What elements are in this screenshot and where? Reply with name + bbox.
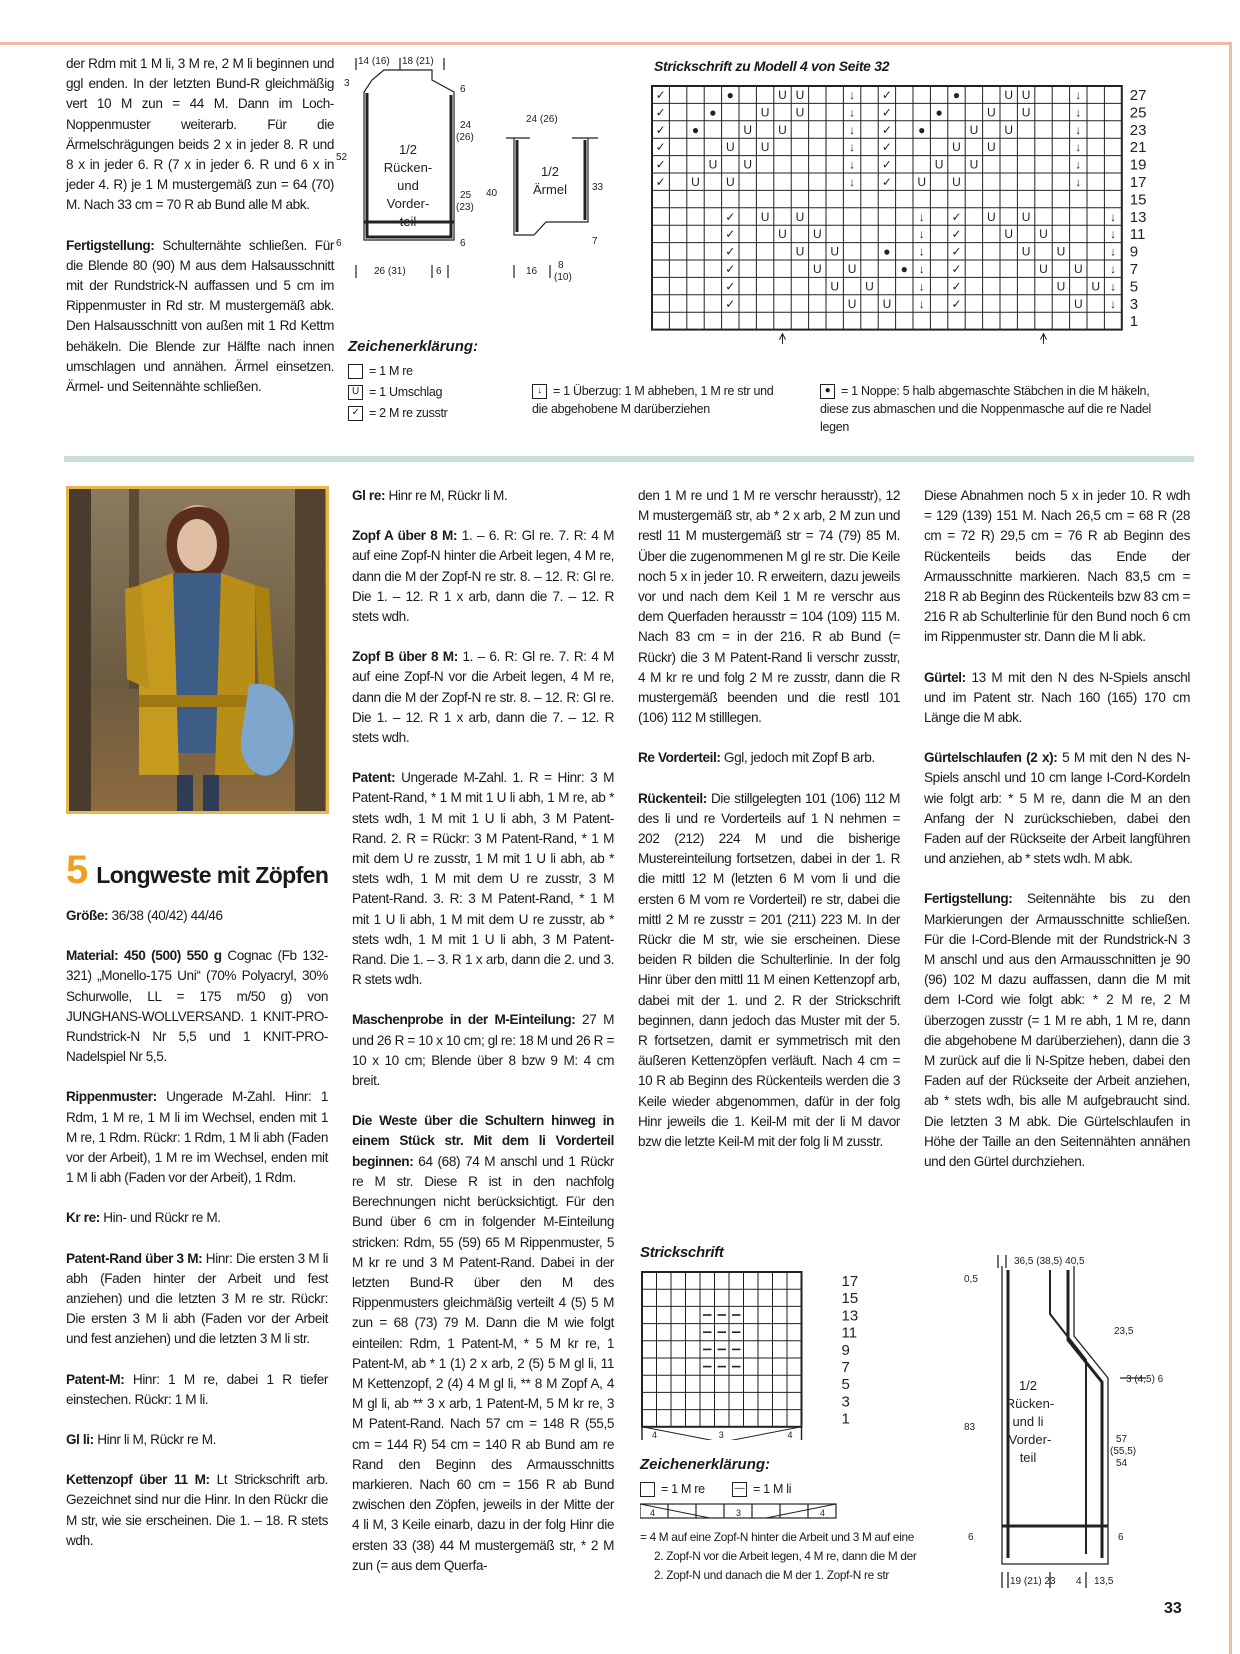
cable-line-1: = 4 M auf eine Zopf-N hinter die Arbeit und 3 M auf eine: [640, 1530, 915, 1544]
finishing-paragraph: [66, 236, 334, 398]
chart1-symbol: U: [778, 122, 787, 137]
chart1-row-number: 19: [1129, 156, 1147, 174]
legend-yarnover: U = 1 Umschlag: [348, 383, 528, 401]
schematic-body-sleeve: [336, 50, 636, 295]
chart1-row-number: 7: [1129, 261, 1139, 278]
chart1-row-number: 23: [1129, 121, 1147, 139]
top-text-column: [66, 54, 334, 417]
right-front-paragraph: Re Vorderteil: Ggl, jedoch mit Zopf B arb.: [638, 750, 875, 766]
chart1-symbol: U: [795, 244, 805, 259]
chart1-symbol: U: [725, 175, 735, 189]
chart1-symbol: U: [778, 227, 787, 242]
pattern-number: 5: [66, 848, 89, 892]
chart1-symbol: U: [760, 105, 770, 120]
instruction-paragraph: der Rdm mit 1 M li, 3 M re, 2 M li beginnen und ggl enden. In der letzten Bund-R gleichmäßig vert 10 M zun = 44 M. Dann im Loch-Noppenmuster weiterarb. Für die Ärmelschrägungen beids 2 x in jeder 8. R und 8 x in jeder 6. R (7 x in jeder 6. R und 6 x in jeder 4. R) je 1 M mustergemäß zun = 64 (70) M. Nach 33 cm = 70 R ab Bund alle M abk.: [66, 56, 334, 213]
chart1-symbol: ●: [691, 122, 700, 137]
chart1-symbol: ↓: [1110, 209, 1117, 224]
chart1-symbol: U: [778, 88, 787, 102]
chart1-symbol: U: [795, 209, 805, 224]
chart1-symbol: U: [795, 88, 805, 102]
chart1-symbol: ↓: [849, 88, 856, 102]
chart1-symbol: U: [1056, 279, 1066, 294]
chart1-symbol: ✓: [881, 175, 892, 189]
material-paragraph: Material: 450 (500) 550 g Cognac (Fb 132-321) „Monello-175 Uni“ (70% Polyacryl, 30% Schurwolle, LL = 175 m/50 g) von JUNGHANS-WOLLVERSAND. 1 KNIT-PRO-Rundstrick-N Nr 5,5 und 1 KNIT-PRO-Nadelspiel Nr 5,5.: [66, 948, 328, 1065]
dim-bottom-a: 26 (31): [374, 266, 406, 277]
chart1-row-number: 21: [1129, 139, 1147, 157]
dim-mid1: 24: [460, 120, 472, 131]
chart1-symbol: ↓: [918, 262, 925, 276]
chart1-symbol: U: [865, 279, 874, 294]
chart1-symbol: U: [1091, 279, 1101, 294]
continued-paragraph: den 1 M re und 1 M re verschr herausstr), 12 M mustergemäß str, ab * 2 x arb, 2 M zun und restl 11 M mustergemäß str = 74 (79) 85 M. Über die zugenommenen M gl re str. Die Keile noch 5 x in jeder 10. R erweitern, dazu jeweils vor und nach dem Keil 1 M re verschr aus dem Querfaden herausstr = 104 (109) 115 M. Nach 83 cm = in der 216. R ab Bund (= Rückr) die 3 M Patent-Rand li verschr zusstr, 4 M kr re und folg 2 M re zusstr, dann die R mustergemäß beenden und die restl 101 (106) 112 M stilllegen.: [638, 488, 900, 726]
chart1-symbol: ↓: [849, 105, 856, 120]
body-label-1: 1/2: [398, 142, 418, 157]
dim-sleeve-bottom: 16: [526, 266, 538, 277]
chart1-row-number: 9: [1129, 243, 1139, 261]
chart1-symbol: U: [1021, 209, 1031, 224]
cable-line-2: 2. Zopf-N vor die Arbeit legen, 4 M re, dann die M der: [654, 1549, 917, 1563]
chart2-row-number: 13: [841, 1307, 859, 1325]
rib-paragraph: Rippenmuster: Ungerade M-Zahl. Hinr: 1 Rdm, 1 M re, 1 M li im Wechsel, enden mit 1 M re, 1 Rdm. Rückr: 1 Rdm, 1 M li abh (Faden vor der Arbeit), 1 M re im Wechsel, enden mit 1 M li abh (Faden vor der Arbeit), 1 Rdm.: [66, 1089, 328, 1186]
chart1-symbol: ✓: [881, 122, 892, 137]
dim-right-2: 3 (4,5) 6: [1126, 1374, 1164, 1385]
dim-top-a: 14 (16): [358, 56, 390, 67]
chain-cable-paragraph: Kettenzopf über 11 M: Lt Strickschrift arb. Gezeichnet sind nur die Hinr. In den Rückr die M str, wie sie erscheinen. Die 1. – 18. R stets wdh.: [66, 1472, 328, 1548]
dim-bottom-b: 6: [436, 266, 442, 277]
chart1-symbol: ✓: [655, 157, 666, 172]
body-label-3: und: [397, 178, 419, 193]
chart1-symbol: ↓: [1110, 244, 1117, 259]
chart1-symbol: U: [969, 157, 979, 172]
dim-height: 52: [336, 152, 348, 163]
patent-edge-paragraph: Patent-Rand über 3 M: Hinr: Die ersten 3 M li abh (Faden hinter der Arbeit und fest anziehen) und die letzten 3 M re str. Rückr: Die ersten 3 M li abh (Faden vor der Arbeit und fest anziehen) und die letzten 3 M li str.: [66, 1250, 328, 1347]
dim-top-small: 0,5: [964, 1274, 978, 1285]
chart1-symbol: ●: [726, 88, 734, 102]
chart1-symbol: U: [882, 296, 892, 311]
cable-symbol: [640, 1500, 840, 1522]
chart1-symbol: U: [952, 175, 961, 189]
decrease-paragraph: Diese Abnahmen noch 5 x in jeder 10. R wdh = 129 (139) 151 M. Nach 26,5 cm = 68 R (28 cm = 72 R) 29,5 cm = 76 R ab Beginn des Rückenteils beids das Ende der Armausschnitte markieren. Nach 83,5 cm = 218 R ab Beginn des Rückenteils bzw 83 cm = 216 R ab Schulterlinie für den Bund noch 6 cm im Rippenmuster str. Dann die M li abk.: [924, 488, 1190, 645]
vest-label-4: Vorder-: [1008, 1432, 1052, 1447]
column-c: [638, 486, 900, 1172]
column-d: [924, 486, 1190, 1192]
yarnover-u-icon: U: [348, 385, 363, 400]
chart1-symbol: U: [795, 105, 805, 120]
chart1-symbol: U: [760, 140, 770, 155]
legend2-items: = 1 M re — = 1 M li: [640, 1480, 920, 1498]
chart1-symbol: U: [986, 140, 996, 155]
chart1-symbol: ●: [900, 262, 908, 276]
body-label-2: Rücken-: [383, 160, 433, 175]
size-paragraph: Größe: 36/38 (40/42) 44/46: [66, 908, 223, 923]
chart1-symbol: ↓: [1075, 140, 1082, 155]
chart1-row-number: 17: [1129, 174, 1147, 191]
chart1-row-number: 5: [1129, 278, 1139, 296]
chart1-symbol: ↓: [1110, 262, 1117, 276]
chart1-symbol: U: [760, 209, 770, 224]
chart1-symbol: U: [743, 157, 753, 172]
legend1-noppe: ● = 1 Noppe: 5 halb abgemaschte Stäbchen in die M häkeln, diese zus abmaschen und die Noppenmasche auf die re Nadel legen: [820, 384, 1152, 434]
bobble-icon: ●: [820, 384, 835, 399]
cable-mark-mid: 3: [736, 1508, 742, 1518]
chart1-symbol: U: [847, 296, 857, 311]
back-paragraph: Rückenteil: Die stillgelegten 101 (106) 112 M des li und re Vorderteils auf 1 N nehmen = 202 (212) 224 M und die bisherige Mustereinteilung fortsetzen, dabei in der 1. R die mittl 12 M (letzten 6 M vom li und die ersten 6 M vom re Vorderteil) re str, dabei die mittl 2 M re zusstr = 201 (211) 223 M. In der Rückr die M str, wie sie erscheinen. Diese beiden R bilden die Schulterlinie. In der folg Hinr über den mittl 11 M einen Kettenzopf arb, dabei mit der 1. und 2. R der Strickschrift beginnen, dann jedoch das Muster mit der 5. R fortsetzen, damit er symmetrisch mit den äußeren Kettenzöpfen verläuft. Nach 4 cm = 10 R ab Beginn des Rückenteils werden die 3 Keile wieder abgenommen, dafür in der folg Hinr jeweils die 1. Keil-M mit der li M davor bzw die letzte Keil-M mit der folg li M zusstr.: [638, 790, 900, 1150]
chart1-symbol: U: [847, 262, 857, 276]
dim-right-top: 6: [460, 84, 466, 95]
chart2-row-number: 9: [841, 1341, 850, 1359]
chart1-symbol: ↓: [1075, 175, 1082, 189]
dim-mid1b: (26): [456, 132, 474, 143]
dim-top-width: 36,5 (38,5) 40,5: [1014, 1256, 1085, 1267]
patent-paragraph: Patent: Ungerade M-Zahl. 1. R = Hinr: 3 M Patent-Rand, * 1 M mit 1 U li abh, 1 M re, ab * stets wdh, 1 M mit 1 U li abh, 3 M Patent-Rand. 2. R = Rückr: 3 M Patent-Rand, * 1 M mit dem U re zusstr, 1 M mit 1 U li abh, ab * stets wdh, 1 M mit dem U re zusstr, 3 M Patent-Rand. 3. R: 3 M Patent-Rand, * 1 M mit 1 U li abh, 1 M mit dem U re zusstr, ab * stets wdh, 1 M mit 1 U li abh, 3 M Patent-Rand. Die 1. – 3. R 1 x arb, dann die 2. und 3. R stets wdh.: [352, 770, 614, 988]
chart1-symbol: ✓: [881, 140, 892, 155]
chart1-symbol: ✓: [951, 227, 962, 242]
vest-label-3: und li: [1012, 1414, 1044, 1429]
chart2-title: Strickschrift: [640, 1244, 724, 1261]
chart1-symbol: ↓: [918, 279, 925, 294]
chart1-symbol: ✓: [725, 262, 736, 276]
k2tog-icon: ✓: [348, 406, 363, 421]
chart1-row-number: 27: [1129, 87, 1147, 104]
dim-bottom-right: 6: [1118, 1532, 1124, 1543]
dim-right-3: 57: [1116, 1434, 1128, 1445]
cable-b-paragraph: Zopf B über 8 M: 1. – 6. R: Gl re. 7. R: 4 M auf eine Zopf-N vor die Arbeit legen, 4 M re, dann die M der Zopf-N re str. 8. – 12. R: Gl re. Die 1. – 12. R 1 x arb, dann die 7. – 12. R stets wdh.: [352, 649, 614, 746]
cable-mark-left: 4: [650, 1508, 656, 1518]
chart1-symbol: U: [1021, 244, 1031, 259]
body-label-5: teil: [399, 214, 417, 229]
page-frame-top: [0, 42, 1232, 45]
dim-sleeve-b2: (10): [554, 272, 572, 283]
chart2-row-number: 7: [841, 1359, 850, 1376]
chart2-cable-mark: 4: [652, 1429, 658, 1440]
cable-mark-right: 4: [820, 1508, 826, 1518]
chart1-symbol: ●: [952, 88, 961, 102]
pattern-name: Longweste mit Zöpfen: [96, 862, 329, 888]
chart1-title: Strickschrift zu Modell 4 von Seite 32: [654, 58, 890, 74]
column-b: [352, 486, 614, 1596]
chart1-symbol: ✓: [655, 105, 666, 120]
chart2-row-number: 5: [841, 1376, 850, 1394]
chart2-row-number: 3: [841, 1393, 850, 1411]
dim-bottom-left: 6: [336, 238, 342, 249]
chart1-symbol: U: [1039, 262, 1048, 276]
chart1-symbol: ✓: [725, 279, 736, 294]
chart1-symbol: U: [830, 279, 840, 294]
chart1-symbol: ✓: [655, 140, 666, 155]
legend2-heading: Zeichenerklärung:: [640, 1456, 771, 1473]
chart1-symbol: U: [1056, 244, 1066, 259]
chart1-symbol: U: [1004, 122, 1014, 137]
chart1-symbol: U: [743, 122, 753, 137]
uberzug-arrow-icon: ↓: [532, 384, 547, 399]
pattern-title: [66, 848, 329, 892]
chart2-cable-mark: 4: [787, 1429, 793, 1440]
dim-right-3b: (55,5): [1110, 1446, 1137, 1457]
chart1-symbol: ↓: [1110, 227, 1117, 242]
dim-left: 83: [964, 1422, 976, 1433]
dim-mid2b: (23): [456, 202, 474, 213]
purl-dash-icon: —: [732, 1482, 747, 1497]
chart1-symbol: ✓: [951, 209, 962, 224]
chart1-symbol: U: [1021, 105, 1031, 120]
finishing-label: Fertigstellung:: [66, 237, 155, 253]
chart2-row-number: 11: [841, 1324, 858, 1342]
legend1-uberzug: ↓ = 1 Überzug: 1 M abheben, 1 M re str und die abgehobene M darüberziehen: [532, 384, 774, 416]
legend-k2tog: ✓ = 2 M re zusstr: [348, 404, 528, 422]
dim-bottom-b: 4: [1076, 1576, 1082, 1587]
legend2-cable-text: [640, 1528, 940, 1585]
chart1-symbol: ↓: [1075, 88, 1082, 102]
chart1-symbol: U: [1073, 262, 1083, 276]
knit-box-icon: [348, 364, 363, 379]
chart1-symbol: U: [969, 122, 979, 137]
chart1-symbol: U: [1004, 227, 1014, 242]
chart1-symbol: ✓: [951, 279, 962, 294]
chart1-symbol: ✓: [951, 296, 962, 311]
model-photo: [66, 486, 329, 814]
chart1-symbol: U: [1039, 227, 1048, 242]
chart1-symbol: U: [952, 140, 961, 155]
chart1-symbol: ↓: [918, 227, 925, 242]
chart1-symbol: ↓: [849, 157, 856, 172]
chart2-cable-mark: 3: [718, 1429, 724, 1440]
legend-knit: = 1 M re: [348, 362, 528, 380]
chart1-symbol: ●: [883, 244, 891, 259]
chart1-symbol: U: [691, 175, 700, 189]
page-frame-right: [1229, 42, 1232, 1654]
chart1-symbol: U: [986, 209, 996, 224]
column-a: [66, 906, 328, 1571]
chart1-symbol: ✓: [725, 227, 736, 242]
chart1-symbol: U: [830, 244, 840, 259]
chart1-symbol: U: [708, 157, 718, 172]
purl-paragraph: Gl li: Hinr li M, Rückr re M.: [66, 1432, 217, 1448]
finishing-text: Schulternähte schließen. Für die Blende 80 (90) M aus dem Halsausschnitt mit der Rundstrick-N auffassen und 5 cm im Rippenmuster in Rd str. M mustergemäß abk. Den Halsausschnitt von außen mit 1 Rd Kettm behäkeln. Die Blende zur Hälfte nach innen umschlagen und annähen. Ärmel einsetzen. Ärmel- und Seitennähte schließen.: [66, 237, 334, 395]
legend1-heading: Zeichenerklärung:: [348, 338, 479, 355]
chart1-symbol: ✓: [725, 296, 736, 311]
page-number: 33: [1164, 1600, 1182, 1617]
chart1-row-number: 25: [1129, 104, 1147, 122]
chart1-symbol: ●: [709, 105, 717, 120]
cable-line-3: 2. Zopf-N und danach die M der 1. Zopf-N re str: [654, 1568, 890, 1582]
chart1-symbol: ✓: [951, 244, 962, 259]
chart1-symbol: ✓: [881, 157, 892, 172]
chart1-symbol: ↓: [849, 175, 856, 189]
model-photo-illustration: [69, 489, 326, 811]
dim-bottom-right: 6: [460, 238, 466, 249]
chart1-symbol: ↓: [918, 296, 925, 311]
chart1-symbol: ↓: [1110, 279, 1117, 294]
dim-sleeve-h: 33: [592, 182, 604, 193]
chart2-row-number: 15: [841, 1290, 859, 1308]
chart2-row-number: 17: [841, 1273, 859, 1290]
sleeve-label-2: Ärmel: [533, 182, 567, 197]
chart1-symbol: ↓: [918, 244, 925, 259]
chart1-row-number: 3: [1129, 295, 1139, 313]
dim-mid2: 25: [460, 190, 472, 201]
dim-sleeve-top: 24 (26): [526, 114, 558, 125]
chart1-symbol: U: [917, 175, 927, 189]
chart1-symbol: U: [1073, 296, 1083, 311]
stockinette-paragraph: Gl re: Hinr re M, Rückr li M.: [352, 488, 508, 503]
dim-mid3: 40: [486, 188, 498, 199]
chart2-row-number: 1: [841, 1410, 850, 1428]
patent-stitch-paragraph: Patent-M: Hinr: 1 M re, dabei 1 R tiefer einstechen. Rückr: 1 M li.: [66, 1371, 328, 1407]
chart1-row-number: 15: [1129, 191, 1147, 209]
legend1-col1: [348, 362, 528, 422]
chart1-symbol: U: [812, 227, 822, 242]
dim-bottom-c: 13,5: [1094, 1576, 1114, 1587]
chart1-symbol: ↓: [918, 209, 925, 224]
chart1-symbol: ✓: [655, 175, 666, 189]
chart1-symbol: U: [986, 105, 996, 120]
chart1-symbol: U: [934, 157, 944, 172]
dim-bottom: 19 (21) 23: [1010, 1576, 1056, 1587]
chart1-symbol: ↓: [849, 122, 856, 137]
dim-sleeve-cuff: 7: [592, 236, 598, 247]
section-divider: [64, 456, 1194, 462]
chart1-row-number: 13: [1129, 208, 1147, 226]
chart1-symbol: U: [1021, 88, 1031, 102]
chart1-symbol: U: [812, 262, 822, 276]
chart1-symbol: ✓: [655, 88, 666, 102]
chart1-row-number: 11: [1129, 226, 1146, 244]
chart1-row-number: 1: [1129, 313, 1139, 331]
chart1-symbol: ●: [918, 122, 926, 137]
chart1-symbol: ●: [935, 105, 943, 120]
chart1-symbol: ✓: [725, 244, 736, 259]
chart1-symbol: ✓: [655, 122, 666, 137]
vest-label-2: Rücken-: [1005, 1396, 1055, 1411]
final-finishing-paragraph: Fertigstellung: Seitennähte bis zu den Markierungen der Armausschnitte schließen. Für die I-Cord-Blende mit der Rundstrick-N 3 M anschl und aus den Armausschnitten je 90 (96) 102 M dazu auffassen, dann die M mit dem I-Cord wie folgt abk: * 2 M re, 2 M überzogen zusstr (= 1 M re abh, 1 M re, dann die abgehobene M darüberziehen), dann die 3 M zurück auf die li N-Spitze heben, dabei den Faden auf der Rückseite der Arbeit anziehen, ab * stets wdh, bis alle M aufgebraucht sind. Die letzten 3 M abk. Die Gürtelschlaufen in Höhe der Taille an den Seitennähten annähen und den Gürtel durchziehen.: [924, 891, 1190, 1170]
chart1-symbol: ↓: [1075, 157, 1082, 172]
belt-paragraph: Gürtel: 13 M mit den N des N-Spiels anschl und im Patent str. Nach 160 (165) 170 cm Länge die M abk.: [924, 669, 1190, 726]
chart1-symbol: ✓: [725, 209, 736, 224]
knit-box-icon: [640, 1482, 655, 1497]
chart1-symbol: U: [725, 140, 735, 155]
vest-label-5: teil: [1019, 1450, 1037, 1465]
chart1-symbol: ↓: [1075, 122, 1082, 137]
chart1-symbol: ↓: [1110, 296, 1117, 311]
chart1-symbol: U: [1004, 88, 1014, 102]
dim-right-1: 23,5: [1114, 1326, 1134, 1337]
construction-paragraph: Die Weste über die Schultern hinweg in einem Stück str. Mit dem li Vorderteil beginnen: 64 (68) 74 M anschl und 1 Rückr re M str. Diese R ist in den nachfolg Berechnungen nicht berücksichtigt. Für den Bund über 6 cm in folgender M-Einteilung stricken: Rdm, 55 (59) 65 M Rippenmuster, 5 M kr re und 3 M Patent-Rand. Dabei in der letzten Bund-R über den M des Rippenmusters gleichmäßig verteilt 4 (5) 5 M zun = 68 (73) 79 M. Dann die M wie folgt einteilen: Rdm, 1 Patent-M, * 5 M kr re, 1 Patent-M, ab * 1 (1) 2 x arb, 2 (5) 5 M gl li, 11 M Kettenzopf, 2 (4) 4 M gl li, ** 8 M Zopf A, 4 M gl li, ab ** 3 x arb, 1 Patent-M, 5 M kr re, 3 M Patent-Rand. Nach 57 cm = 148 R (55,5 cm = 144 R) 54 cm = 140 R ab Bund am re Rand den Beginn des Armausschnitts markieren. Nach 60 cm = 156 R ab Bund zwischen den Zöpfen, jeweils in der Mitte der 4 li M, 3 Keile einarb, dazu in der folg Hinr die ersten 33 (38) 44 M mustergemäß str, * 2 M zun (= aus dem Querfa-: [352, 1113, 614, 1573]
body-label-4: Vorder-: [386, 196, 430, 211]
stitch-chart-2: [640, 1270, 880, 1440]
chart1-symbol: ✓: [951, 262, 962, 276]
garter-paragraph: Kr re: Hin- und Rückr re M.: [66, 1210, 221, 1226]
sleeve-label-1: 1/2: [540, 164, 560, 179]
chart1-symbol: ✓: [881, 88, 892, 102]
chart1-symbol: ↓: [1075, 105, 1082, 120]
chart1-symbol: ↓: [849, 140, 856, 155]
dim-left-top: 3: [344, 78, 350, 89]
cable-a-paragraph: Zopf A über 8 M: 1. – 6. R: Gl re. 7. R: 4 M auf eine Zopf-N hinter die Arbeit legen, 4 M re, dann die M der Zopf-N re str. 8. – 12. R: Gl re. Die 1. – 12. R 1 x arb, dann die 7. – 12. R stets wdh.: [352, 528, 614, 625]
vest-label-1: 1/2: [1018, 1378, 1038, 1393]
dim-sleeve-b1: 8: [558, 260, 564, 271]
chart1-symbol: ✓: [881, 105, 892, 120]
dim-right-3c: 54: [1116, 1458, 1128, 1469]
schematic-vest: [950, 1254, 1190, 1594]
dim-top-b: 18 (21): [402, 56, 434, 67]
stitch-chart-1: [650, 84, 1195, 344]
belt-loops-paragraph: Gürtelschlaufen (2 x): 5 M mit den N des N-Spiels anschl und 10 cm lange I-Cord-Kordeln wie folgt arb: * 5 M re, dann die M an den Anfang der N zurückschieben, dabei den Faden auf der Rückseite der Arbeit langführen und anziehen, ab * stets wdh. M abk.: [924, 750, 1190, 867]
gauge-paragraph: Maschenprobe in der M-Einteilung: 27 M und 26 R = 10 x 10 cm; gl re: 18 M und 26 R = 10 x 10 cm; Blende über 8 bzw 9 M: 4 cm breit.: [352, 1012, 615, 1089]
dim-bottom-left: 6: [968, 1532, 974, 1543]
